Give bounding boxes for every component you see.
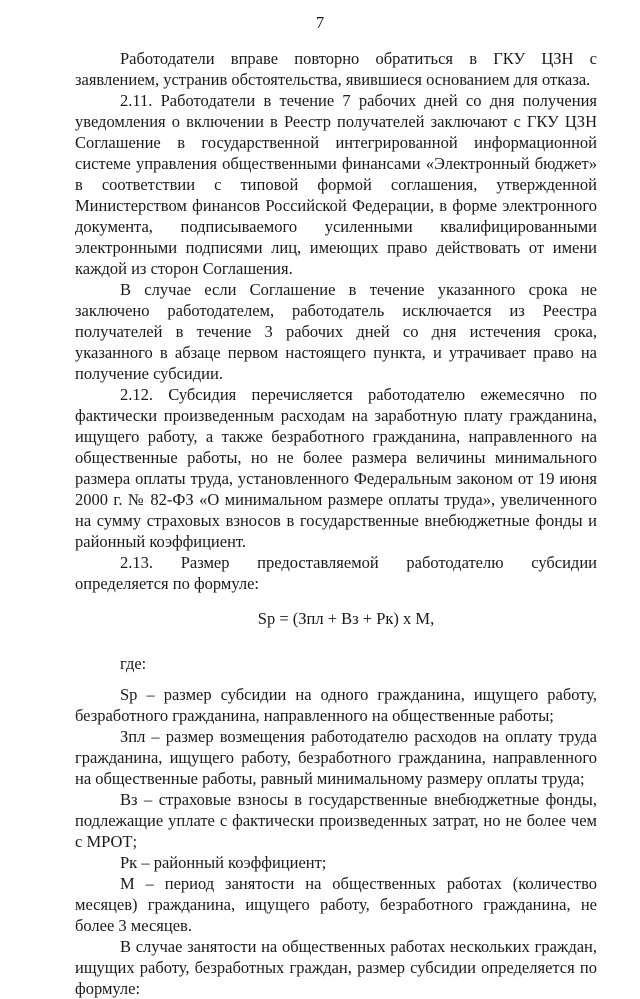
definition-rk: Рк – районный коэффициент; xyxy=(120,853,327,872)
page-number: 7 xyxy=(315,13,325,32)
formula: Sр = (Зпл + Вз + Рк) x M, xyxy=(257,609,435,628)
definition-vz: Вз – страховые взносы в государственные внебюджетные фонды, подлежащие уплате с фактически произведенных затрат, но не более чем с МРОТ; xyxy=(75,790,597,851)
paragraph-agreement-not-signed: В случае если Соглашение в течение указанного срока не заключено работодателем, работодатель исключается из Реестра получателей в течение 3 рабочих дней со дня истечения срока, указанного в абзаце первом настоящего пункта, и утрачивает право на получение субсидии. xyxy=(75,280,597,383)
definition-sr: Sр – размер субсидии на одного гражданина, ищущего работу, безработного гражданина, направленного на общественные работы; xyxy=(75,685,597,725)
where-label: где: xyxy=(120,654,147,673)
definition-zpl: Зпл – размер возмещения работодателю расходов на оплату труда гражданина, ищущего работу, безработного гражданина, направленного на общественные работы, равный минимальному размеру оплаты труда; xyxy=(75,727,597,788)
paragraph-2-13: 2.13. Размер предоставляемой работодателю субсидии определяется по формуле: xyxy=(75,553,597,593)
paragraph-reapply: Работодатели вправе повторно обратиться в ГКУ ЦЗН с заявлением, устранив обстоятельства, явившиеся основанием для отказа. xyxy=(75,49,597,89)
document-body xyxy=(75,48,597,999)
paragraph-multiple-citizens: В случае занятости на общественных работах нескольких граждан, ищущих работу, безработных граждан, размер субсидии определяется по формуле: xyxy=(75,937,597,998)
definition-m: М – период занятости на общественных работах (количество месяцев) гражданина, ищущего работу, безработного гражданина, не более 3 месяцев. xyxy=(75,874,597,935)
paragraph-2-11: 2.11. Работодатели в течение 7 рабочих дней со дня получения уведомления о включении в Реестр получателей заключают с ГКУ ЦЗН Соглашение в государственной интегрированной информационной системе управления общественными финансами «Электронный бюджет» в соответствии с типовой формой соглашения, утвержденной Министерством финансов Российской Федерации, в форме электронного документа, подписываемого усиленными квалифицированными электронными подписями лиц, имеющих право действовать от имени каждой из сторон Соглашения. xyxy=(75,91,597,278)
paragraph-2-12: 2.12. Субсидия перечисляется работодателю ежемесячно по фактически произведенным расходам на заработную плату гражданина, ищущего работу, а также безработного гражданина, направленного на общественные работы, но не более размера величины минимального размера оплаты труда, установленного Федеральным законом от 19 июня 2000 г. № 82-ФЗ «О минимальном размере оплаты труда», увеличенного на сумму страховых взносов в государственные внебюджетные фонды и районный коэффициент. xyxy=(75,385,597,551)
